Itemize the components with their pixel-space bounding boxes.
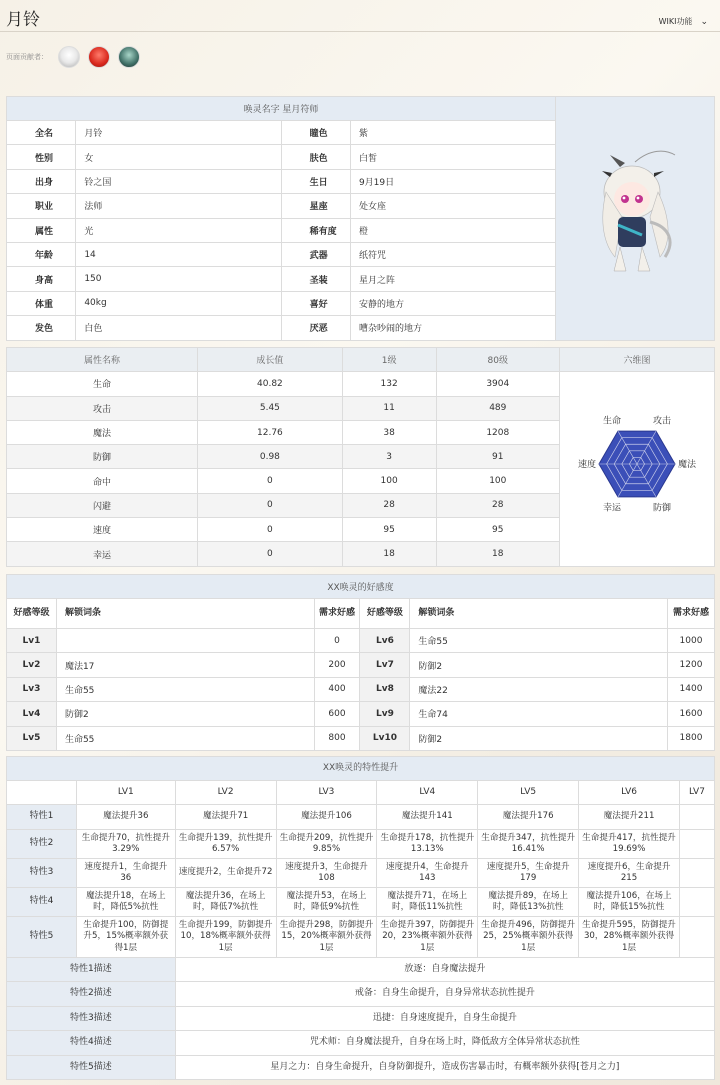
affinity-level: Lv5 <box>7 726 57 750</box>
profile-value: 法师 <box>76 194 281 218</box>
trait-cell: 魔法提升106 <box>276 805 377 830</box>
profile-value: 安静的地方 <box>350 291 555 315</box>
affinity-required: 200 <box>314 653 360 677</box>
trait-cell: 速度提升3，生命提升108 <box>276 859 377 888</box>
radar-chart-cell <box>560 372 715 566</box>
stat-lv80: 100 <box>436 469 559 493</box>
trait-cell: 生命提升209，抗性提升9.85% <box>276 830 377 859</box>
character-chibi-image <box>580 147 690 287</box>
affinity-level: Lv7 <box>360 653 410 677</box>
stat-growth: 12.76 <box>198 420 343 444</box>
traits-level-header: LV3 <box>276 781 377 805</box>
trait-desc-text: 戒备：自身生命提升，自身异常状态抗性提升 <box>175 982 714 1006</box>
trait-cell: 魔法提升176 <box>478 805 579 830</box>
affinity-required: 1000 <box>667 629 714 653</box>
profile-value: 白皙 <box>350 145 555 169</box>
traits-level-header: LV4 <box>377 781 478 805</box>
trait-name: 特性5 <box>7 917 77 958</box>
trait-cell: 生命提升100，防御提升5，15%概率额外获得1层 <box>76 917 175 958</box>
profile-key: 身高 <box>7 267 76 291</box>
stats-col-header: 1级 <box>342 348 436 372</box>
stat-growth: 0 <box>198 542 343 566</box>
stat-name: 闪避 <box>7 493 198 517</box>
profile-key: 瞳色 <box>281 121 350 145</box>
trait-desc-name: 特性3描述 <box>7 1006 176 1030</box>
radar-label: 速度 <box>577 460 597 471</box>
trait-cell: 生命提升496，防御提升25，25%概率额外获得1层 <box>478 917 579 958</box>
profile-key: 圣装 <box>281 267 350 291</box>
trait-cell <box>679 917 714 958</box>
profile-key: 星座 <box>281 194 350 218</box>
trait-cell: 生命提升70，抗性提升3.29% <box>76 830 175 859</box>
page-title: 月铃 <box>6 10 40 30</box>
profile-value: 铃之国 <box>76 169 281 193</box>
chevron-down-icon: ⌄ <box>700 17 708 27</box>
stats-col-header: 六维图 <box>560 348 715 372</box>
profile-value: 星月之阵 <box>350 267 555 291</box>
stat-lv1: 95 <box>342 518 436 542</box>
affinity-level: Lv9 <box>360 702 410 726</box>
traits-level-header: LV6 <box>579 781 680 805</box>
stats-col-header: 80级 <box>436 348 559 372</box>
affinity-required: 1800 <box>667 726 714 750</box>
affinity-col-header: 解锁词条 <box>56 599 314 629</box>
trait-desc-name: 特性5描述 <box>7 1055 176 1079</box>
affinity-required: 800 <box>314 726 360 750</box>
stats-table <box>6 347 715 567</box>
contributors-label: 页面贡献者： <box>6 53 48 61</box>
trait-desc-name: 特性1描述 <box>7 958 176 982</box>
trait-cell: 生命提升199，防御提升10，18%概率额外获得1层 <box>175 917 276 958</box>
stat-name: 魔法 <box>7 420 198 444</box>
trait-cell: 魔法提升53，在场上时，降低9%抗性 <box>276 888 377 917</box>
profile-value: 月铃 <box>76 121 281 145</box>
profile-value: 14 <box>76 242 281 266</box>
stat-lv80: 28 <box>436 493 559 517</box>
profile-key: 性别 <box>7 145 76 169</box>
radar-label: 幸运 <box>602 503 622 514</box>
trait-cell: 速度提升5，生命提升179 <box>478 859 579 888</box>
affinity-level: Lv10 <box>360 726 410 750</box>
profile-key: 属性 <box>7 218 76 242</box>
trait-cell: 魔法提升211 <box>579 805 680 830</box>
trait-cell: 生命提升139，抗性提升6.57% <box>175 830 276 859</box>
stat-name: 防御 <box>7 445 198 469</box>
profile-value: 紫 <box>350 121 555 145</box>
trait-cell: 生命提升417，抗性提升19.69% <box>579 830 680 859</box>
affinity-col-header: 解锁词条 <box>410 599 668 629</box>
stat-growth: 0 <box>198 493 343 517</box>
contributor-avatar[interactable] <box>58 46 80 68</box>
wiki-menu-button[interactable] <box>659 16 708 27</box>
profile-key: 稀有度 <box>281 218 350 242</box>
profile-value: 嘈杂吵闹的地方 <box>350 316 555 340</box>
affinity-col-header: 好感等级 <box>360 599 410 629</box>
profile-value: 白色 <box>76 316 281 340</box>
trait-cell: 速度提升1，生命提升36 <box>76 859 175 888</box>
trait-cell: 生命提升595，防御提升30，28%概率额外获得1层 <box>579 917 680 958</box>
contributors-bar <box>6 44 148 70</box>
stat-lv80: 18 <box>436 542 559 566</box>
stat-lv1: 11 <box>342 396 436 420</box>
traits-level-header: LV5 <box>478 781 579 805</box>
affinity-level: Lv8 <box>360 677 410 701</box>
affinity-unlock: 魔法17 <box>56 653 314 677</box>
traits-corner <box>7 781 77 805</box>
character-portrait <box>556 97 715 341</box>
profile-key: 厌恶 <box>281 316 350 340</box>
profile-key: 出身 <box>7 169 76 193</box>
stat-growth: 0 <box>198 518 343 542</box>
profile-key: 生日 <box>281 169 350 193</box>
radar-label: 魔法 <box>677 460 697 471</box>
affinity-required: 1200 <box>667 653 714 677</box>
trait-cell <box>679 888 714 917</box>
affinity-unlock: 生命55 <box>56 726 314 750</box>
profile-value: 女 <box>76 145 281 169</box>
trait-desc-text: 咒术师：自身魔法提升，自身在场上时，降低敌方全体异常状态抗性 <box>175 1031 714 1055</box>
stat-lv80: 3904 <box>436 372 559 396</box>
stat-lv1: 132 <box>342 372 436 396</box>
affinity-unlock: 魔法22 <box>410 677 668 701</box>
trait-cell: 魔法提升18，在场上时，降低5%抗性 <box>76 888 175 917</box>
trait-name: 特性3 <box>7 859 77 888</box>
affinity-required: 400 <box>314 677 360 701</box>
profile-key: 职业 <box>7 194 76 218</box>
affinity-unlock: 防御2 <box>410 653 668 677</box>
radar-label: 生命 <box>602 417 622 428</box>
trait-name: 特性4 <box>7 888 77 917</box>
profile-value: 光 <box>76 218 281 242</box>
stat-growth: 5.45 <box>198 396 343 420</box>
profile-key: 全名 <box>7 121 76 145</box>
affinity-unlock: 防御2 <box>56 702 314 726</box>
wiki-menu-label: WIKI功能 <box>658 17 693 26</box>
radar-chart <box>562 392 712 542</box>
affinity-required: 600 <box>314 702 360 726</box>
profile-key: 武器 <box>281 242 350 266</box>
affinity-required: 1600 <box>667 702 714 726</box>
contributor-avatar[interactable] <box>118 46 140 68</box>
stat-lv1: 18 <box>342 542 436 566</box>
trait-cell: 魔法提升71 <box>175 805 276 830</box>
stat-name: 生命 <box>7 372 198 396</box>
stat-growth: 0 <box>198 469 343 493</box>
trait-cell <box>679 830 714 859</box>
trait-cell: 魔法提升71，在场上时，降低11%抗性 <box>377 888 478 917</box>
profile-value: 处女座 <box>350 194 555 218</box>
stat-name: 命中 <box>7 469 198 493</box>
profile-key: 喜好 <box>281 291 350 315</box>
trait-cell: 魔法提升36 <box>76 805 175 830</box>
affinity-unlock: 防御2 <box>410 726 668 750</box>
trait-cell: 生命提升298，防御提升15，20%概率额外获得1层 <box>276 917 377 958</box>
profile-key: 年龄 <box>7 242 76 266</box>
trait-desc-name: 特性2描述 <box>7 982 176 1006</box>
trait-cell: 速度提升4，生命提升143 <box>377 859 478 888</box>
traits-level-header: LV2 <box>175 781 276 805</box>
trait-desc-text: 放逐：自身魔法提升 <box>175 958 714 982</box>
affinity-level: Lv2 <box>7 653 57 677</box>
contributor-avatar[interactable] <box>88 46 110 68</box>
stat-lv80: 1208 <box>436 420 559 444</box>
stat-lv1: 28 <box>342 493 436 517</box>
stat-lv1: 100 <box>342 469 436 493</box>
trait-cell: 生命提升347，抗性提升16.41% <box>478 830 579 859</box>
profile-table <box>6 96 715 341</box>
profile-value: 40kg <box>76 291 281 315</box>
affinity-unlock <box>56 629 314 653</box>
affinity-unlock: 生命55 <box>410 629 668 653</box>
trait-cell: 速度提升6，生命提升215 <box>579 859 680 888</box>
affinity-col-header: 需求好感 <box>667 599 714 629</box>
affinity-unlock: 生命55 <box>56 677 314 701</box>
radar-label: 防御 <box>652 503 672 514</box>
profile-value: 橙 <box>350 218 555 242</box>
trait-cell: 魔法提升141 <box>377 805 478 830</box>
stat-lv1: 3 <box>342 445 436 469</box>
stats-col-header: 成长值 <box>198 348 343 372</box>
traits-level-header: LV7 <box>679 781 714 805</box>
stat-lv80: 489 <box>436 396 559 420</box>
traits-caption: XX唤灵的特性提升 <box>7 757 715 781</box>
trait-name: 特性1 <box>7 805 77 830</box>
profile-value: 9月19日 <box>350 169 555 193</box>
affinity-caption: XX唤灵的好感度 <box>7 575 715 599</box>
trait-desc-text: 迅捷：自身速度提升，自身生命提升 <box>175 1006 714 1030</box>
page-header <box>0 0 720 32</box>
stat-lv1: 38 <box>342 420 436 444</box>
stat-name: 速度 <box>7 518 198 542</box>
radar-label: 攻击 <box>652 417 672 428</box>
trait-cell <box>679 805 714 830</box>
stat-name: 攻击 <box>7 396 198 420</box>
profile-header: 唤灵名字 星月符师 <box>7 97 556 121</box>
trait-cell: 魔法提升36，在场上时，降低7%抗性 <box>175 888 276 917</box>
trait-cell: 魔法提升106，在场上时，降低15%抗性 <box>579 888 680 917</box>
affinity-level: Lv3 <box>7 677 57 701</box>
trait-cell: 速度提升2，生命提升72 <box>175 859 276 888</box>
profile-key: 发色 <box>7 316 76 340</box>
affinity-level: Lv1 <box>7 629 57 653</box>
traits-table <box>6 756 715 1080</box>
trait-cell: 魔法提升89，在场上时，降低13%抗性 <box>478 888 579 917</box>
affinity-table <box>6 574 715 751</box>
affinity-unlock: 生命74 <box>410 702 668 726</box>
stat-lv80: 91 <box>436 445 559 469</box>
affinity-level: Lv6 <box>360 629 410 653</box>
profile-value: 纸符咒 <box>350 242 555 266</box>
profile-key: 肤色 <box>281 145 350 169</box>
traits-level-header: LV1 <box>76 781 175 805</box>
affinity-required: 1400 <box>667 677 714 701</box>
profile-value: 150 <box>76 267 281 291</box>
trait-cell <box>679 859 714 888</box>
stat-growth: 0.98 <box>198 445 343 469</box>
affinity-col-header: 好感等级 <box>7 599 57 629</box>
stats-col-header: 属性名称 <box>7 348 198 372</box>
trait-name: 特性2 <box>7 830 77 859</box>
stat-growth: 40.82 <box>198 372 343 396</box>
trait-desc-name: 特性4描述 <box>7 1031 176 1055</box>
affinity-required: 0 <box>314 629 360 653</box>
affinity-col-header: 需求好感 <box>314 599 360 629</box>
trait-cell: 生命提升397，防御提升20，23%概率额外获得1层 <box>377 917 478 958</box>
affinity-level: Lv4 <box>7 702 57 726</box>
trait-desc-text: 星月之力：自身生命提升，自身防御提升，造成伤害暴击时，有概率额外获得[苍月之力] <box>175 1055 714 1079</box>
trait-cell: 生命提升178，抗性提升13.13% <box>377 830 478 859</box>
profile-key: 体重 <box>7 291 76 315</box>
stat-name: 幸运 <box>7 542 198 566</box>
stat-lv80: 95 <box>436 518 559 542</box>
